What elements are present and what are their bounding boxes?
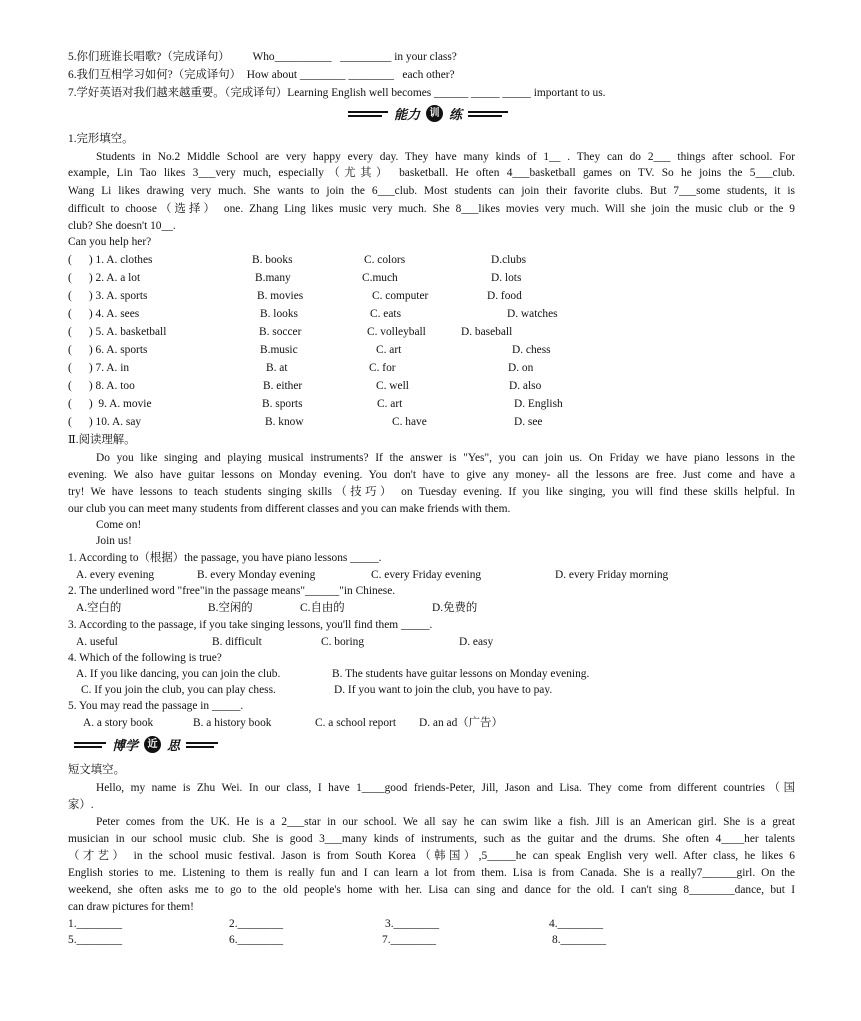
option-b: B. at	[266, 362, 288, 374]
option-d: D. chess	[512, 344, 551, 356]
answer-blank[interactable]: 6.________	[229, 934, 284, 946]
option-a: ( ) 10. A. say	[68, 416, 142, 428]
extended-thinking-banner	[74, 735, 218, 754]
option-a: ( ) 9. A. movie	[68, 398, 152, 410]
option-d: D.clubs	[491, 254, 527, 266]
decor-bars-right	[468, 111, 508, 117]
option-c: C.much	[362, 272, 398, 284]
option-d: D. English	[514, 398, 563, 410]
option-a: A. useful	[76, 636, 118, 648]
reading-join-us: Join us!	[96, 535, 132, 547]
option-b: B. movies	[257, 290, 304, 302]
option-b: B.many	[255, 272, 291, 284]
option-c: C. for	[369, 362, 396, 374]
banner-circle-badge: 近	[144, 736, 161, 753]
option-a: A. If you like dancing, you can join the club.	[76, 668, 281, 680]
option-d: D. watches	[507, 308, 558, 320]
option-b: B. soccer	[259, 326, 302, 338]
option-b: B. The students have guitar lessons on Monday evening.	[332, 668, 590, 680]
option-d: D. on	[508, 362, 534, 374]
option-a: A.空白的	[76, 602, 122, 614]
banner-text-left: 博学	[112, 739, 139, 754]
option-c: C. art	[377, 398, 403, 410]
cloze-passage-line: Students in No.2 Middle School are very happy every day. They have many kinds of 1__ . They can do 2___ things after school. For	[96, 151, 795, 163]
answer-blank[interactable]: 4.________	[549, 918, 604, 930]
decor-bars-right	[186, 742, 218, 748]
option-c: C. every Friday evening	[371, 569, 482, 581]
option-d: D. see	[514, 416, 543, 428]
answer-blank[interactable]: 2.________	[229, 918, 284, 930]
option-c: C. colors	[364, 254, 406, 266]
reading-question: 2. The underlined word "free"in the passage means"______"in Chinese.	[68, 585, 396, 597]
option-d: D. lots	[491, 272, 522, 284]
option-a: A. a story book	[83, 717, 154, 729]
option-b: B.空闲的	[208, 602, 253, 614]
fill-passage-line: Hello, my name is Zhu Wei. In our class, I have 1____good friends-Peter, Jill, Jason and Lisa. They come from different countries（国	[96, 782, 795, 794]
option-a: ( ) 4. A. sees	[68, 308, 140, 320]
reading-question: 3. According to the passage, if you take singing lessons, you'll find them _____.	[68, 619, 433, 631]
option-b: B. know	[265, 416, 304, 428]
answer-blank[interactable]: 3.________	[385, 918, 440, 930]
fill-passage-line: English stories to me. Listening to them is really fun and I can learn a lot from them. Lisa is from Canada. She is a really7______girl. On the	[68, 867, 795, 879]
option-b: B. books	[252, 254, 293, 266]
option-d: D. every Friday morning	[555, 569, 669, 581]
fill-passage-line: 家）.	[68, 799, 94, 811]
fill-passage-line: weekend, she often asks me to go to the old people's home with her. Lisa can sing and dance for the old. I can't sing 8________dance, but I	[68, 884, 795, 896]
banner-text-left: 能力	[394, 108, 421, 123]
option-a: ( ) 8. A. too	[68, 380, 135, 392]
reading-heading: Ⅱ.阅读理解。	[68, 434, 136, 446]
reading-question: 4. Which of the following is true?	[68, 652, 222, 664]
option-a: A. every evening	[76, 569, 155, 581]
cloze-passage-line: Wang Li likes drawing very much. She wants to join the 6___club. Most students can join their favorite clubs. But 7___some students, it is	[68, 185, 795, 197]
cloze-passage-line: example, Lin Tao likes 3___very much, especially（尤其） basketball. He often 4___basketball games on TV. So he joins the 5___club.	[68, 167, 795, 179]
translation-line-5: 5.你们班谁长唱歌?（完成译句） Who__________ _________ in your class?	[68, 51, 457, 63]
fill-passage-line: Peter comes from the UK. He is a 2___star in our school. We all say he can swim like a fish. Jill is an American girl. She is a great	[96, 816, 795, 828]
reading-come-on: Come on!	[96, 519, 142, 531]
option-c: C. well	[376, 380, 409, 392]
option-a: ( ) 1. A. clothes	[68, 254, 153, 266]
option-c: C. have	[392, 416, 427, 428]
fill-passage-line: （才艺） in the school music festival. Jason is from South Korea（韩国）,5_____he can speak English very well. After class, he likes 6	[68, 850, 795, 862]
option-d: D.免费的	[432, 602, 478, 614]
option-b: B.music	[260, 344, 298, 356]
option-a: ( ) 7. A. in	[68, 362, 130, 374]
fill-passage-line: can draw pictures for them!	[68, 901, 194, 913]
decor-bars-left	[74, 742, 106, 748]
reading-question: 5. You may read the passage in _____.	[68, 700, 244, 712]
answer-blank[interactable]: 8.________	[552, 934, 607, 946]
translation-line-6: 6.我们互相学习如何?（完成译句） How about ________ ________ each other?	[68, 69, 455, 81]
banner-text-right: 思	[167, 739, 181, 754]
banner-circle-badge: 训	[426, 105, 443, 122]
reading-passage-line: evening. We also have guitar lessons on Monday evening. You don't have to give any money- all the lessons are free. Just come and have a	[68, 469, 795, 481]
answer-blank[interactable]: 5.________	[68, 934, 123, 946]
option-d: D. also	[509, 380, 542, 392]
option-c: C. If you join the club, you can play chess.	[81, 684, 276, 696]
option-c: C. boring	[321, 636, 365, 648]
option-b: B. every Monday evening	[197, 569, 316, 581]
option-b: B. either	[263, 380, 303, 392]
reading-passage-line: try! We have lessons to teach students singing skills（技巧） on Tuesday evening. If you like singing, you will find these skills helpful. In	[68, 486, 795, 498]
option-c: C. eats	[370, 308, 402, 320]
fill-passage-line: musician in our school music club. She is good 3___many kinds of instruments, such as the guitar and the drums. She often 4____her talents	[68, 833, 795, 845]
option-a: ( ) 2. A. a lot	[68, 272, 141, 284]
option-b: B. difficult	[212, 636, 262, 648]
cloze-passage-line: club? She doesn't 10__.	[68, 220, 176, 232]
reading-passage-line: our club you can meet many students from different classes and you can make friends with them.	[68, 503, 511, 515]
option-c: C. a school report	[315, 717, 396, 729]
option-d: D. easy	[459, 636, 494, 648]
option-b: B. looks	[260, 308, 298, 320]
answer-blank[interactable]: 7.________	[382, 934, 437, 946]
option-d: D. an ad（广告）	[419, 717, 503, 729]
option-d: D. food	[487, 290, 522, 302]
option-c: C. art	[376, 344, 402, 356]
option-b: B. a history book	[193, 717, 272, 729]
reading-question: 1. According to（根据）the passage, you have piano lessons _____.	[68, 552, 382, 564]
ability-training-banner	[348, 104, 508, 123]
decor-bars-left	[348, 111, 388, 117]
option-c: C. volleyball	[367, 326, 426, 338]
option-a: ( ) 5. A. basketball	[68, 326, 167, 338]
cloze-passage-line: difficult to choose（选择） one. Zhang Ling likes music very much. She 8___likes movies very much. Will she join the music club or the 9	[68, 203, 795, 215]
translation-line-7: 7.学好英语对我们越来越重要。（完成译句）Learning English well becomes ______ _____ _____ important to us.	[68, 87, 606, 99]
option-c: C.自由的	[300, 602, 345, 614]
option-b: B. sports	[262, 398, 303, 410]
reading-passage-line: Do you like singing and playing musical instruments? If the answer is "Yes", you can join us. On Friday we have piano lessons in the	[96, 452, 795, 464]
cloze-question: Can you help her?	[68, 236, 152, 248]
option-d: D. baseball	[461, 326, 513, 338]
option-d: D. If you want to join the club, you have to pay.	[334, 684, 553, 696]
option-a: ( ) 6. A. sports	[68, 344, 148, 356]
banner-text-right: 练	[449, 108, 463, 123]
answer-blank[interactable]: 1.________	[68, 918, 123, 930]
cloze-heading: 1.完形填空。	[68, 133, 134, 145]
fill-heading: 短文填空。	[68, 764, 125, 776]
option-a: ( ) 3. A. sports	[68, 290, 148, 302]
option-c: C. computer	[372, 290, 429, 302]
